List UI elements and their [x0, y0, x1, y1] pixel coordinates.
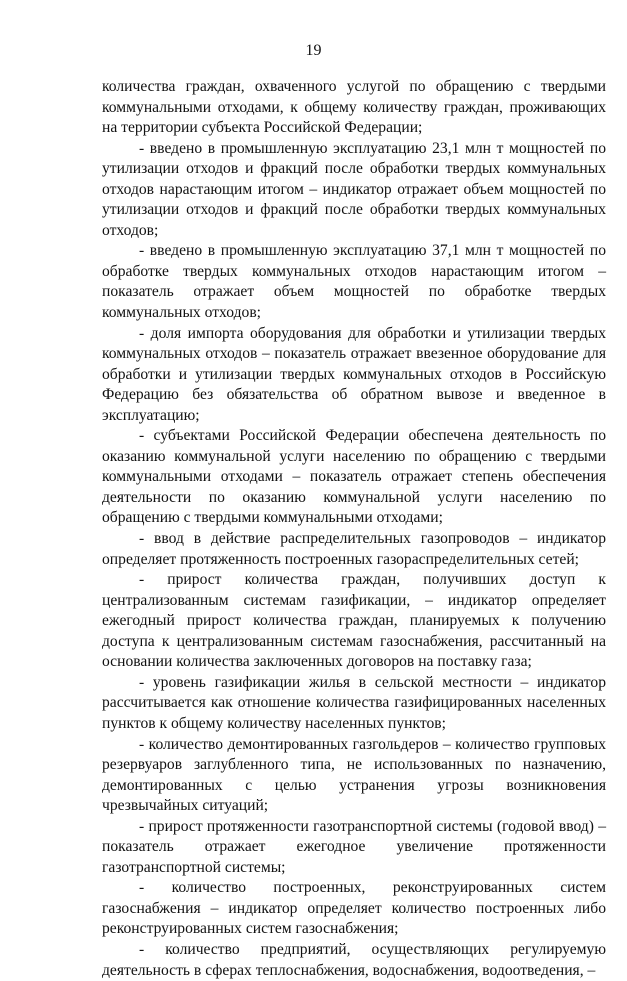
list-item: - ввод в действие распределительных газопроводов – индикатор определяет протяженность построенных газораспределительных сетей; — [102, 530, 606, 568]
list-item: - введено в промышленную эксплуатацию 23,1 млн т мощностей по утилизации отходов и фракций после обработки твердых коммунальных отходов нарастающим итогом – индикатор отражает объем мощностей по утилизации отходов и фракций после обработки твердых коммунальных отходов; — [102, 139, 606, 239]
list-item: - количество предприятий, осуществляющих регулируемую деятельность в сферах теплоснабжения, водоснабжения, водоотведения, – — [102, 940, 606, 979]
list-item: - количество демонтированных газгольдеров – количество групповых резервуаров заглубленного типа, не использованных по назначению, демонтированных с целью устранения угрозы возникновения чрезвычайных ситуаций; — [102, 735, 606, 815]
list-item: - прирост протяженности газотранспортной системы (годовой ввод) – показатель отражает ежегодное увеличение протяженности газотранспортной системы; — [102, 817, 606, 876]
list-item: - уровень газификации жилья в сельской местности – индикатор рассчитывается как отношение количества газифицированных населенных пунктов к общему количеству населенных пунктов; — [102, 673, 606, 732]
paragraph-continuation: количества граждан, охваченного услугой по обращению с твердыми коммунальными отходами, к общему количеству граждан, проживающих на территории субъекта Российской Федерации; — [102, 78, 606, 137]
page-body — [102, 77, 606, 981]
list-item: - количество построенных, реконструированных систем газоснабжения – индикатор определяет количество построенных либо реконструированных систем газоснабжения; — [102, 879, 606, 938]
list-item: - прирост количества граждан, получивших доступ к централизованным системам газификации, – индикатор определяет ежегодный прирост количества граждан, планируемых к получению доступа к централизованным системам газоснабжения, рассчитанный на основании количества заключенных договоров на поставку газа; — [102, 571, 606, 671]
list-item: - введено в промышленную эксплуатацию 37,1 млн т мощностей по обработке твердых коммунальных отходов нарастающим итогом – показатель отражает объем мощностей по обработке твердых коммунальных отходов; — [102, 242, 606, 322]
list-item: - субъектами Российской Федерации обеспечена деятельность по оказанию коммунальной услуги населению по обращению с твердыми коммунальными отходами – показатель отражает степень обеспечения деятельности по оказанию коммунальной услуги населению по обращению с твердыми коммунальными отходами; — [102, 427, 606, 527]
list-item: - доля импорта оборудования для обработки и утилизации твердых коммунальных отходов – показатель отражает ввезенное оборудование для обработки и утилизации твердых коммунальных отходов в Российскую Федерацию без обязательства об обратном вывозе и введенное в эксплуатацию; — [102, 324, 606, 424]
page-number: 19 — [305, 42, 322, 59]
